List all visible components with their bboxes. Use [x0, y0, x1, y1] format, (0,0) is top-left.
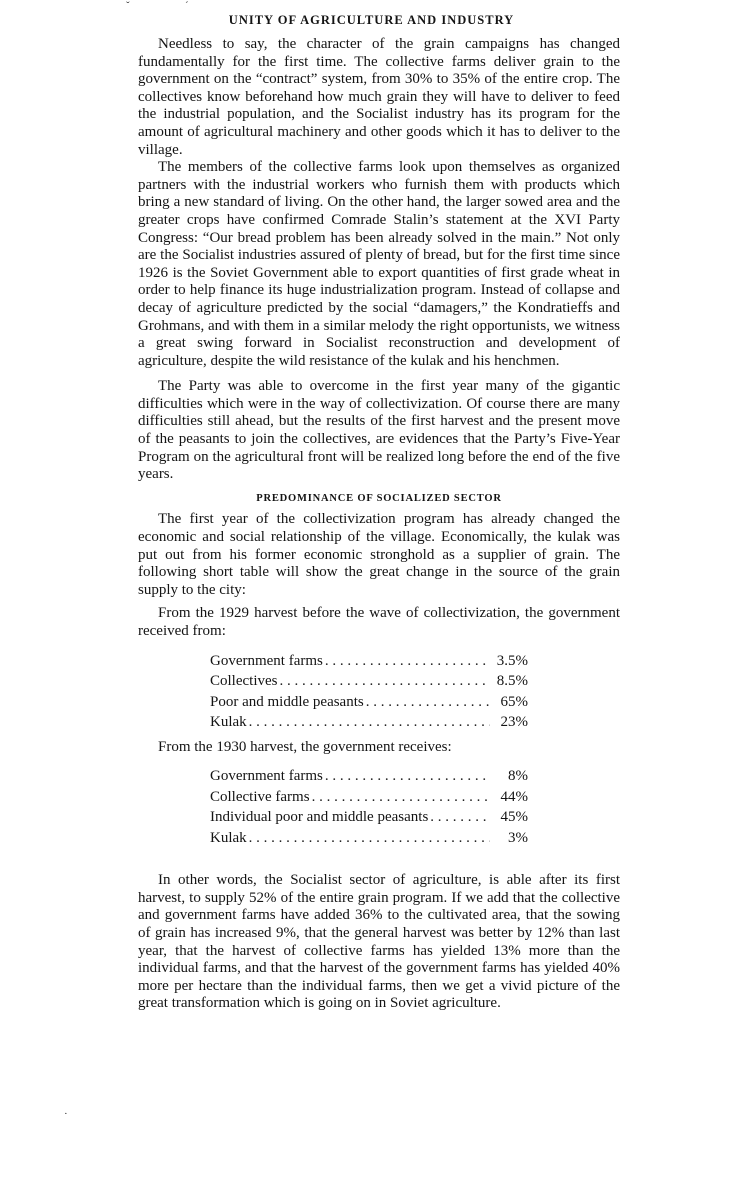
- scan-mark: ·: [64, 1108, 68, 1120]
- table-row: [210, 712, 528, 733]
- row-label: Collective farms: [210, 788, 310, 805]
- row-value: 8.5%: [496, 673, 528, 690]
- row-value: 23%: [500, 714, 528, 731]
- row-label: Government farms: [210, 768, 323, 785]
- leader-dots: [312, 787, 490, 808]
- row-label: Government farms: [210, 652, 323, 669]
- row-label: Kulak: [210, 714, 247, 731]
- running-head: UNITY OF AGRICULTURE AND INDUSTRY: [228, 13, 515, 27]
- grain-table-1930: [210, 766, 528, 848]
- row-value: 45%: [500, 809, 528, 826]
- leader-dots: [366, 692, 490, 713]
- table-row: [210, 692, 528, 713]
- paragraph: The members of the collective farms look upon themselves as organized partners with the industrial workers who furnish them with products which bring a new standard of living. On the other hand, the larger sowed area and the greater crops have confirmed Comrade Stalin’s statement at the XVI Party Congress: “Our bread problem has been already solved in the main.” Not only are the Socialist industries assured of plenty of bread, but for the first time since 1926 is the Soviet Government able to export quantities of first grade wheat in order to help finance its huge industrialization program. Instead of collapse and decay of agriculture predicted by the social “damagers,” the Kondratieffs and Grohmans, and with them in a similar melody the right opportunists, we witness a great swing forward in Socialist reconstruction and development of agriculture, despite the wild resistance of the kulak and his henchmen.: [138, 159, 620, 369]
- table-row: [210, 766, 528, 787]
- leader-dots: [249, 828, 490, 849]
- table-row: [210, 651, 528, 672]
- row-label: Kulak: [210, 829, 247, 846]
- grain-table-1929: [210, 651, 528, 733]
- section-heading: PREDOMINANCE OF SOCIALIZED SECTOR: [256, 492, 502, 504]
- leader-dots: [325, 766, 490, 787]
- table-row: [210, 787, 528, 808]
- table-row: [210, 807, 528, 828]
- leader-dots: [430, 807, 490, 828]
- row-value: 8%: [508, 768, 528, 785]
- table-intro: From the 1930 harvest, the government receives:: [158, 738, 452, 755]
- paragraph: The first year of the collectivization program has already changed the economic and social relationship of the village. Economically, the kulak was put out from his former economic stronghold as a supplier of grain. The following short table will show the great change in the source of the grain supply to the city:: [138, 511, 620, 598]
- table-row: [210, 671, 528, 692]
- row-value: 65%: [500, 693, 528, 710]
- row-value: 44%: [500, 788, 528, 805]
- row-label: Collectives: [210, 673, 278, 690]
- row-label: Poor and middle peasants: [210, 693, 364, 710]
- leader-dots: [249, 712, 490, 733]
- row-value: 3.5%: [496, 652, 528, 669]
- table-intro: From the 1929 harvest before the wave of collectivization, the government received from:: [138, 605, 620, 639]
- row-value: 3%: [508, 829, 528, 846]
- paragraph: The Party was able to overcome in the first year many of the gigantic difficulties which were in the way of collectivization. Of course there are many difficulties still ahead, but the results of the first harvest and the present move of the peasants to join the collectives, are evidences that the Party’s Five-Year Program on the agricultural front will be realized long before the end of the five years.: [138, 378, 620, 483]
- paragraph: In other words, the Socialist sector of agriculture, is able after its first harvest, to supply 52% of the entire grain program. If we add that the collective and government farms have added 36% to the cultivated area, that the sowing of grain has increased 9%, that the general harvest was better by 12% than last year, that the harvest of collective farms has yielded 13% more than the individual farms, and that the harvest of the government farms has yielded 40% more per hectare than the individual farms, then we get a vivid picture of the great transformation which is going on in Soviet agriculture.: [138, 872, 620, 1012]
- row-label: Individual poor and middle peasants: [210, 809, 429, 826]
- paragraph: Needless to say, the character of the grain campaigns has changed fundamentally for the first time. The collective farms deliver grain to the government on the “contract” system, from 30% to 35% of the entire crop. The collectives know beforehand how much grain they will have to deliver to feed the industrial population, and the Socialist industry has its program for the amount of agricultural machinery and other goods which it has to deliver to the village.: [138, 36, 620, 158]
- table-row: [210, 828, 528, 849]
- leader-dots: [325, 651, 490, 672]
- body-text: [138, 36, 620, 1013]
- leader-dots: [280, 671, 491, 692]
- scan-mark: ˊ: [185, 0, 189, 12]
- scan-mark: ˇ: [126, 0, 130, 12]
